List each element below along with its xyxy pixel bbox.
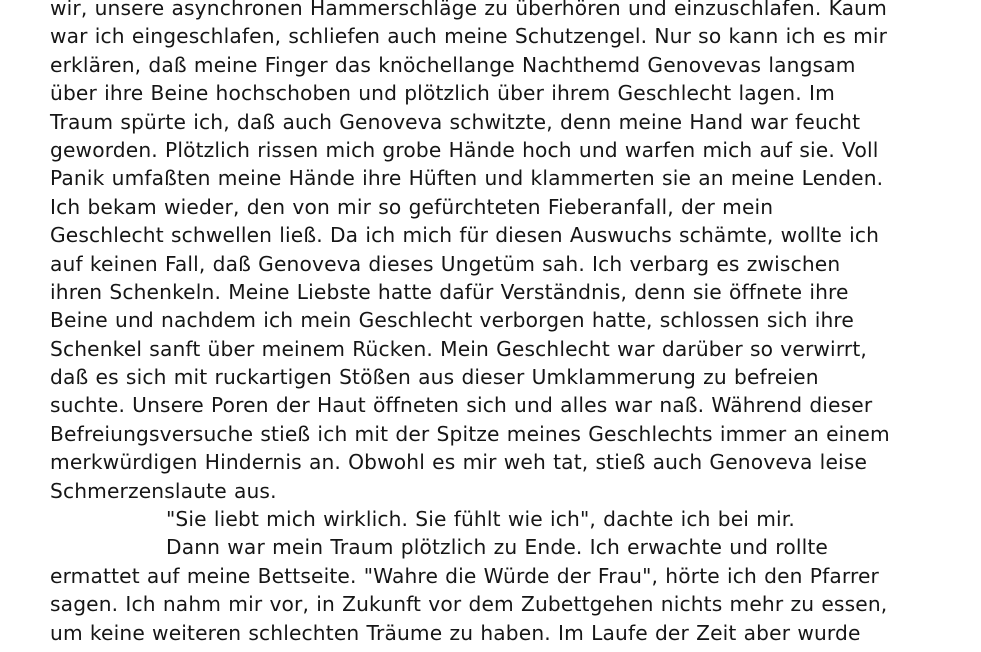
text-line: Panik umfaßten meine Hände ihre Hüften und klammerten sie an meine Lenden. [50, 166, 884, 191]
text-line: Ich bekam wieder, den von mir so gefürchteten Fieberanfall, der mein [50, 194, 774, 219]
text-line: Schmerzenslaute aus. [50, 478, 277, 503]
text-line: "Sie liebt mich wirklich. Sie fühlt wie ich", dachte ich bei mir. [166, 507, 795, 532]
text-line: Befreiungsversuche stieß ich mit der Spitze meines Geschlechts immer an einem [50, 421, 890, 446]
text-line: wir, unsere asynchronen Hammerschläge zu überhören und einzuschlafen. Kaum [50, 0, 887, 20]
text-line: ermattet auf meine Bettseite. "Wahre die Würde der Frau", hörte ich den Pfarrer [50, 563, 879, 588]
text-line: erklären, daß meine Finger das knöchellange Nachthemd Genovevas langsam [50, 52, 856, 77]
text-line: sagen. Ich nahm mir vor, in Zukunft vor dem Zubettgehen nichts mehr zu essen, [50, 592, 888, 617]
text-line: Dann war mein Traum plötzlich zu Ende. Ich erwachte und rollte [166, 535, 828, 560]
body-text [50, 0, 970, 647]
text-line: Geschlecht schwellen ließ. Da ich mich für diesen Auswuchs schämte, wollte ich [50, 223, 880, 248]
text-line: ihren Schenkeln. Meine Liebste hatte dafür Verständnis, denn sie öffnete ihre [50, 279, 849, 304]
text-line: auf keinen Fall, daß Genoveva dieses Ungetüm sah. Ich verbarg es zwischen [50, 251, 841, 276]
text-line: über ihre Beine hochschoben und plötzlich über ihrem Geschlecht lagen. Im [50, 81, 835, 106]
text-line: um keine weiteren schlechten Träume zu haben. Im Laufe der Zeit aber wurde [50, 620, 861, 645]
text-line: Traum spürte ich, daß auch Genoveva schwitzte, denn meine Hand war feucht [50, 109, 861, 134]
text-line: war ich eingeschlafen, schliefen auch meine Schutzengel. Nur so kann ich es mir [50, 24, 888, 49]
text-line: merkwürdigen Hindernis an. Obwohl es mir weh tat, stieß auch Genoveva leise [50, 450, 868, 475]
text-line: geworden. Plötzlich rissen mich grobe Hände hoch und warfen mich auf sie. Voll [50, 137, 879, 162]
text-line: daß es sich mit ruckartigen Stößen aus dieser Umklammerung zu befreien [50, 365, 819, 390]
text-line: Schenkel sanft über meinem Rücken. Mein Geschlecht war darüber so verwirrt, [50, 336, 867, 361]
text-line: suchte. Unsere Poren der Haut öffneten sich und alles war naß. Während dieser [50, 393, 873, 418]
text-line: Beine und nachdem ich mein Geschlecht verborgen hatte, schlossen sich ihre [50, 308, 854, 333]
